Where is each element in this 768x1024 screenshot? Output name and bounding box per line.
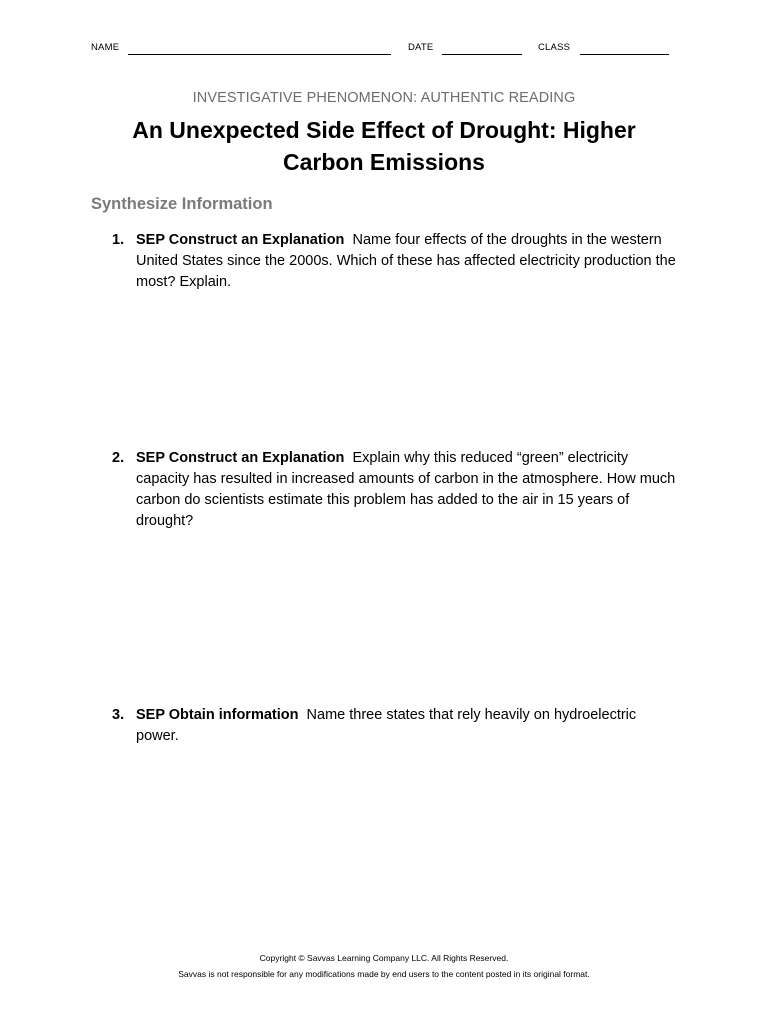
disclaimer-text: Savvas is not responsible for any modifications made by end users to the content posted in its original format. (178, 969, 590, 979)
page-kicker: INVESTIGATIVE PHENOMENON: AUTHENTIC READING (192, 90, 576, 106)
question-text: Name four effects of the droughts in the western United States since the 2000s. Which of these has affected electricity production the most? Explain. (136, 232, 676, 290)
question-2 (112, 448, 682, 532)
question-lead: SEP Construct an Explanation (136, 232, 345, 248)
question-text: Explain why this reduced “green” electricity capacity has resulted in increased amounts of carbon in the atmosphere. How much carbon do scientists estimate this problem has added to the air in 15 years of drought? (136, 450, 676, 529)
question-number: 3. (112, 707, 125, 723)
question-number: 1. (112, 232, 125, 248)
page-footer (0, 950, 768, 982)
class-field-line[interactable] (580, 54, 669, 55)
date-label: DATE (408, 42, 434, 53)
question-lead: SEP Construct an Explanation (136, 450, 345, 466)
question-1 (112, 230, 682, 293)
name-label: NAME (91, 42, 120, 53)
question-3 (112, 705, 682, 747)
copyright-text: Copyright © Savvas Learning Company LLC. All Rights Reserved. (259, 953, 509, 963)
page-title: An Unexpected Side Effect of Drought: Higher Carbon Emissions (132, 117, 636, 175)
date-field-line[interactable] (442, 54, 522, 55)
class-label: CLASS (538, 42, 571, 53)
name-field-line[interactable] (128, 54, 391, 55)
question-lead: SEP Obtain information (136, 707, 299, 723)
section-heading: Synthesize Information (91, 195, 273, 213)
student-info-header (91, 42, 671, 58)
question-number: 2. (112, 450, 125, 466)
question-text: Name three states that rely heavily on hydroelectric power. (136, 707, 637, 744)
